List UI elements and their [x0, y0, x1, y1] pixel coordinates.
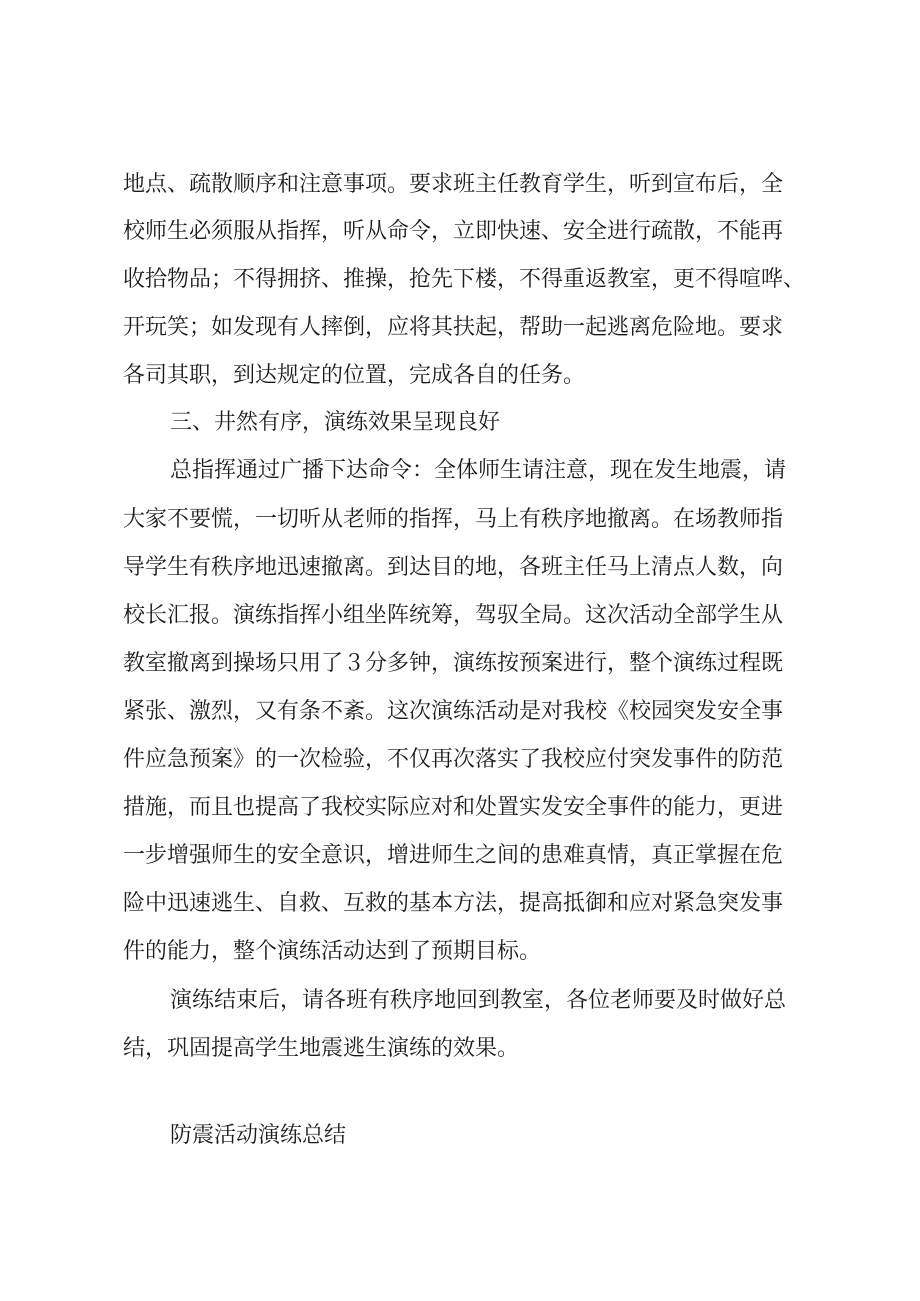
text-line: 一步增强师生的安全意识，增进师生之间的患难真情，真正掌握在危 [123, 843, 784, 868]
text-line: 险中迅速逃生、自救、互救的基本方法，提高抵御和应对紧急突发事 [123, 891, 784, 916]
text-line: 结，巩固提高学生地震逃生演练的效果。 [123, 1036, 520, 1061]
document-title: 防震活动演练总结 [170, 1123, 347, 1148]
text-line: 演练结束后，请各班有秩序地回到教室，各位老师要及时做好总 [170, 988, 787, 1013]
section-heading: 三、井然有序，演练效果呈现良好 [170, 410, 501, 435]
text-line: 件的能力，整个演练活动达到了预期目标。 [123, 939, 542, 964]
text-line: 各司其职，到达规定的位置，完成各自的任务。 [123, 363, 586, 388]
text-line: 校师生必须服从指挥，听从命令，立即快速、安全进行疏散，不能再 [123, 219, 784, 244]
text-line: 紧张、激烈，又有条不紊。这次演练活动是对我校《校园突发安全事 [123, 699, 784, 724]
text-line: 措施，而且也提高了我校实际应对和处置实发安全事件的能力，更进 [123, 795, 784, 820]
text-line: 地点、疏散顺序和注意事项。要求班主任教育学生，听到宣布后，全 [123, 172, 784, 197]
text-line: 教室撤离到操场只用了３分多钟，演练按预案进行，整个演练过程既 [123, 651, 784, 676]
text-line: 校长汇报。演练指挥小组坐阵统筹，驾驭全局。这次活动全部学生从 [123, 603, 784, 628]
text-line: 大家不要慌，一切听从老师的指挥，马上有秩序地撤离。在场教师指 [123, 507, 784, 532]
text-line: 开玩笑；如发现有人摔倒，应将其扶起，帮助一起逃离危险地。要求 [123, 315, 784, 340]
text-line: 总指挥通过广播下达命令：全体师生请注意，现在发生地震，请 [170, 458, 787, 483]
text-line: 收拾物品；不得拥挤、推操，抢先下楼，不得重返教室，更不得喧哗、 [123, 267, 806, 292]
text-line: 导学生有秩序地迅速撤离。到达目的地，各班主任马上清点人数，向 [123, 555, 784, 580]
text-line: 件应急预案》的一次检验，不仅再次落实了我校应付突发事件的防范 [123, 747, 784, 772]
